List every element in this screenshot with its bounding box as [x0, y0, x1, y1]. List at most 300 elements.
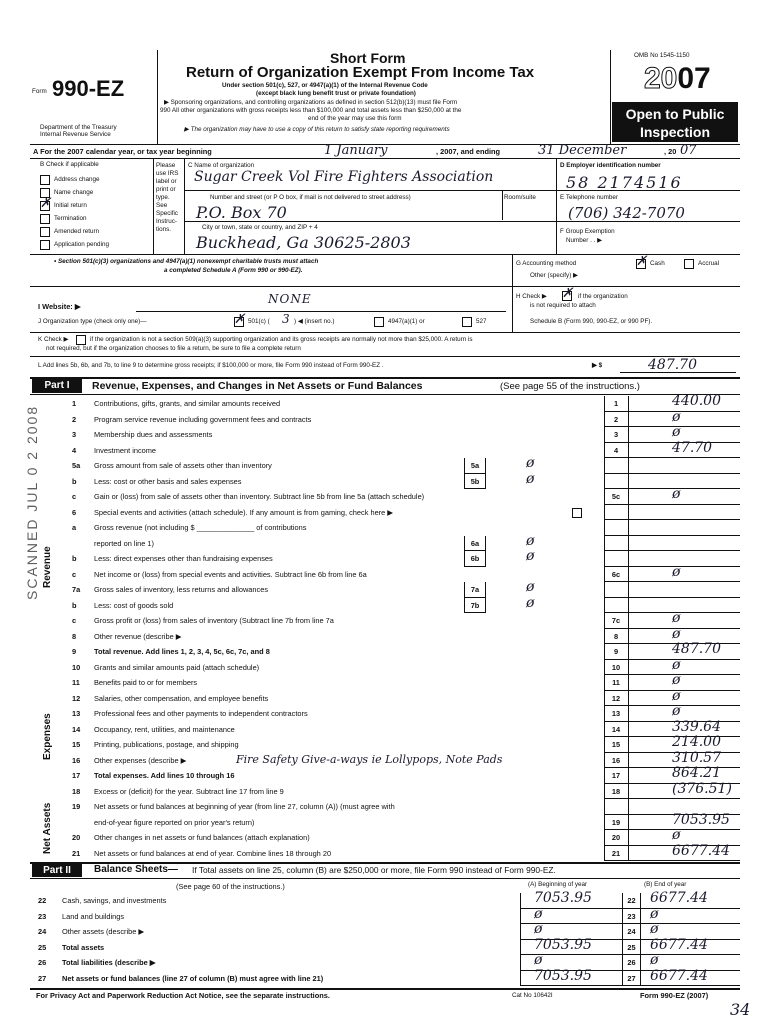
inner-amount-value[interactable]: ø: [526, 594, 535, 611]
part1-line: [0, 842, 770, 862]
amount-value[interactable]: ø: [672, 563, 681, 580]
schedule-b-check-mark: ✗: [562, 286, 573, 301]
line-box-label: 21: [611, 848, 621, 858]
inner-line-box: 7b: [464, 598, 486, 614]
part1-line: [0, 439, 770, 459]
line-number: 26: [38, 958, 47, 967]
section-b-title: B Check if applicable: [40, 161, 99, 168]
org-name-label: C Name of organization: [188, 162, 255, 169]
schedule-b-text-2: is not required to attach: [530, 302, 596, 309]
amount-cell[interactable]: [628, 675, 740, 691]
amount-value[interactable]: 7053.95: [672, 811, 730, 828]
line-box-cell: [604, 520, 628, 536]
subtitle-2: (except black lung benefit trust or private foundation): [256, 90, 416, 97]
inner-amount-value[interactable]: ø: [526, 470, 535, 487]
col-a-header: (A) Beginning of year: [528, 881, 588, 888]
line-description: Total expenses. Add lines 10 through 16: [94, 771, 235, 780]
line-description: Other expenses (describe ▶: [94, 755, 187, 765]
amount-cell[interactable]: [628, 489, 740, 505]
amount-cell[interactable]: [628, 520, 740, 536]
line-description: Excess or (deficit) for the year. Subtract line 17 from line 9: [94, 786, 284, 796]
amount-cell[interactable]: [628, 613, 740, 629]
line-number: 1: [72, 399, 77, 408]
line-description: Gross revenue (not including $ ______________ of contributions: [94, 523, 307, 532]
amount-value[interactable]: ø: [672, 625, 681, 642]
tax-year-outline: 20: [644, 62, 678, 95]
line-number: 3: [72, 430, 77, 439]
phone-value[interactable]: (706) 342-7070: [568, 204, 685, 222]
address-change-checkbox[interactable]: [40, 175, 50, 185]
line-box-label: 12: [611, 693, 621, 703]
page-number-handwritten: 34: [730, 1000, 751, 1019]
line-box-label: 10: [611, 662, 621, 672]
501c-number[interactable]: 3: [282, 312, 290, 326]
termination-checkbox[interactable]: [40, 214, 50, 224]
amount-cell[interactable]: [628, 551, 740, 567]
amount-value[interactable]: ø: [672, 656, 681, 673]
side-label-net-assets: Net Assets: [42, 802, 53, 854]
gross-receipts-arrow: ▶ $: [592, 362, 603, 369]
line-number: 8: [72, 631, 77, 641]
part1-line: [0, 765, 770, 784]
part1-line: [0, 687, 770, 707]
group-exemption-label: F Group Exemption: [560, 228, 615, 235]
gross-receipts-label: L Add lines 5b, 6b, and 7b, to line 9 to determine gross receipts; if $100,000 or more, file Form 990 instead of Form 990-EZ .: [38, 362, 384, 369]
part1-line: [0, 780, 770, 800]
line-description: Gain or (loss) from sale of assets other than inventory. Subtract line 5b from line 5a (attach schedule): [94, 492, 425, 501]
section-a-mid: , 2007, and ending: [436, 147, 501, 156]
schedule-b-check-label: H Check ▶: [516, 293, 547, 300]
beginning-of-year-value[interactable]: 7053.95: [534, 890, 592, 906]
line-number: 10: [72, 662, 81, 672]
initial-return-check-mark: ✗: [40, 196, 51, 211]
line-number: 7a: [72, 585, 81, 594]
amount-cell[interactable]: [628, 505, 740, 521]
line-description: Grants and similar amounts paid (attach schedule): [94, 662, 260, 672]
line-box-label: 27: [622, 971, 640, 987]
line-description: Less: cost or other basis and sales expenses: [94, 476, 242, 486]
city-value[interactable]: Buckhead, Ga 30625-2803: [196, 233, 411, 252]
k-check-text: if the organization is not a section 509(a)(3) supporting organization and its gross receipts are normally not more than $25,000. A return is: [90, 336, 473, 343]
line-description: Less: direct expenses other than fundraising expenses: [94, 554, 273, 563]
gross-receipts-value[interactable]: 487.70: [648, 357, 697, 373]
line-description: Net income or (loss) from special events and activities. Subtract line 6b from line 6a: [94, 569, 367, 579]
line-description: Gross amount from sale of assets other than inventory: [94, 461, 272, 470]
form-word: Form: [32, 88, 47, 95]
end-of-year-value[interactable]: ø: [650, 952, 659, 968]
line-number: b: [72, 476, 77, 486]
part1-line: [0, 641, 770, 660]
inner-line-box: 7a: [464, 582, 486, 598]
line-box-label: 13: [611, 709, 621, 718]
part1-line: [0, 799, 770, 815]
line-box-label: 25: [622, 940, 640, 956]
line-number: b: [72, 600, 77, 610]
line-number: b: [72, 554, 77, 563]
line-description: Printing, publications, postage, and shipping: [94, 740, 239, 749]
part1-title: Revenue, Expenses, and Changes in Net Assets or Fund Balances: [92, 380, 423, 392]
section-a-end-year: , 20: [664, 147, 677, 156]
beginning-of-year-value[interactable]: ø: [534, 905, 543, 922]
line-number: 22: [38, 896, 47, 905]
line-number: 20: [72, 833, 81, 842]
line-box-cell: [604, 505, 628, 521]
line-number: 16: [72, 755, 81, 765]
line-box-cell: [604, 551, 628, 567]
inner-amount-value[interactable]: ø: [526, 579, 535, 595]
line-box-label: 14: [611, 724, 621, 734]
part1-line: [0, 594, 770, 614]
end-of-year-value[interactable]: ø: [650, 921, 659, 937]
schedule-b-text-1: if the organization: [578, 293, 628, 300]
amount-value[interactable]: 487.70: [672, 641, 721, 657]
line-box-cell: [604, 458, 628, 474]
amount-cell[interactable]: [628, 660, 740, 676]
accounting-method-label: G Accounting method: [516, 260, 577, 267]
line-number: c: [72, 569, 77, 579]
part1-line: [0, 579, 770, 598]
subtitle-1: Under section 501(c), 527, or 4947(a)(1) of the Internal Revenue Code: [222, 82, 428, 89]
initial-return-label: Initial return: [54, 202, 87, 209]
line-box-label: 1: [613, 399, 619, 408]
line-number: 6: [72, 507, 77, 517]
part2-title: Balance Sheets—: [94, 864, 178, 875]
501c-check-mark: ✗: [234, 312, 245, 327]
line-description: Other revenue (describe ▶: [94, 631, 182, 641]
line-box-label: 6c: [611, 569, 621, 579]
dept-irs: Internal Revenue Service: [40, 131, 111, 138]
amount-value[interactable]: ø: [672, 486, 681, 502]
balance-sheet-row: [0, 967, 770, 987]
4947-label: 4947(a)(1) or: [388, 318, 425, 325]
termination-label: Termination: [54, 215, 87, 222]
line-description: Less: cost of goods sold: [94, 600, 174, 610]
part1-line: [0, 811, 770, 831]
line-description: Gross profit or (loss) from sales of inventory (Subtract line 7b from line 7a: [94, 616, 334, 625]
k-check-text-2: not required, but if the organization chooses to file a return, be sure to file a complete return: [46, 345, 301, 352]
line-box-label: 2: [613, 414, 619, 424]
line-box-cell: [604, 582, 628, 598]
dept-treasury: Department of the Treasury: [40, 124, 117, 131]
subtitle-3: ▶ Sponsoring organizations, and controlling organizations as defined in section 512(b)(13) must file Form: [164, 99, 458, 106]
title-short-form: Short Form: [330, 50, 406, 66]
line-box-label: 24: [622, 924, 640, 940]
subtitle-5: end of the year may use this form: [308, 115, 402, 122]
scanned-stamp: SCANNED JUL 0 2 2008: [24, 404, 40, 600]
website-label: I Website: ▶: [38, 302, 81, 311]
beginning-of-year-value[interactable]: 7053.95: [534, 936, 592, 953]
527-checkbox[interactable]: [462, 317, 472, 327]
line-box-label: 4: [613, 445, 619, 455]
line-box-label: 5c: [611, 492, 621, 501]
line-description: Benefits paid to or for members: [94, 678, 198, 687]
open-to-public-box: [612, 102, 738, 142]
line-description: Total revenue. Add lines 1, 2, 3, 4, 5c, 6c, 7c, and 8: [94, 647, 270, 656]
side-label-revenue: Revenue: [42, 546, 53, 588]
line-description: Salaries, other compensation, and employee benefits: [94, 693, 269, 703]
line-box-cell: [604, 799, 628, 815]
line-number: 27: [38, 973, 47, 983]
ein-value[interactable]: 58 2174516: [566, 173, 683, 192]
amount-cell[interactable]: [628, 412, 740, 428]
amount-value[interactable]: ø: [672, 672, 681, 688]
line-description: Net assets or fund balances at end of year. Combine lines 18 through 20: [94, 848, 332, 858]
line-description: Cash, savings, and investments: [62, 896, 167, 905]
line-description: Program service revenue including government fees and contracts: [94, 414, 312, 424]
line-box-cell: [604, 536, 628, 552]
amount-value[interactable]: (376.51): [672, 780, 732, 797]
line-box-label: 26: [622, 955, 640, 971]
inner-amount-value[interactable]: ø: [526, 532, 535, 549]
please-col-line: type.: [156, 194, 170, 201]
amended-return-label: Amended return: [54, 228, 100, 235]
cash-label: Cash: [650, 260, 665, 267]
city-label: City or town, state or country, and ZIP + 4: [202, 224, 318, 231]
street-value[interactable]: P.O. Box 70: [196, 203, 287, 222]
amount-value[interactable]: 47.70: [672, 439, 713, 456]
line16-description[interactable]: Fire Safety Give-a-ways ie Lollypops, Note Pads: [236, 753, 503, 766]
line-box-label: 15: [611, 740, 621, 749]
initial-return-checkbox[interactable]: [40, 196, 51, 211]
part1-line: [0, 563, 770, 583]
line-description: Other changes in net assets or fund balances (attach explanation): [94, 833, 310, 842]
line-box-label: 19: [611, 817, 621, 827]
part2-see-instructions: (See page 60 of the instructions.): [176, 882, 285, 891]
line-number: 2: [72, 414, 77, 424]
room-suite-label: Room/suite: [504, 194, 536, 201]
inner-line-box: 6a: [464, 536, 486, 552]
part1-line: [0, 455, 770, 474]
part1-line: [0, 703, 770, 722]
amount-value[interactable]: ø: [672, 424, 681, 440]
amended-return-checkbox[interactable]: [40, 227, 50, 237]
line-description: reported on line 1): [94, 538, 154, 548]
part1-line: [0, 486, 770, 505]
line-description: Land and buildings: [62, 911, 125, 921]
inner-line-box: 5b: [464, 474, 486, 490]
application-pending-checkbox[interactable]: [40, 240, 50, 250]
amount-value[interactable]: ø: [672, 827, 681, 843]
omb-number: OMB No 1545-1150: [634, 52, 690, 59]
part2-tag: Part II: [32, 864, 82, 877]
line-number: c: [72, 492, 77, 501]
line-box-label: 20: [611, 833, 621, 842]
line-box-label: 17: [611, 771, 621, 780]
line-number: 12: [72, 693, 81, 703]
tax-year-end[interactable]: 31 December: [538, 143, 627, 158]
ein-label: D Employer identification number: [560, 162, 661, 169]
line-number: 14: [72, 724, 81, 734]
catalog-number: Cat No 10642I: [512, 992, 553, 999]
amount-value[interactable]: 339.64: [672, 718, 721, 735]
part1-line: [0, 505, 770, 521]
application-pending-label: Application pending: [54, 241, 109, 248]
4947-checkbox[interactable]: [374, 317, 384, 327]
line-number: 18: [72, 786, 81, 796]
line-description: Gross sales of inventory, less returns and allowances: [94, 585, 269, 594]
line-box-label: 18: [611, 786, 621, 796]
title-main: Return of Organization Exempt From Income Tax: [186, 64, 535, 81]
line-description: Occupancy, rent, utilities, and maintenance: [94, 724, 235, 734]
line-description: Other assets (describe ▶: [62, 927, 145, 936]
amount-cell[interactable]: [628, 582, 740, 598]
amount-cell[interactable]: [628, 458, 740, 474]
please-col-line: use IRS: [156, 170, 179, 177]
section-501-note-1: • Section 501(c)(3) organizations and 4947(a)(1) nonexempt charitable trusts must attach: [54, 258, 319, 265]
line-number: c: [72, 616, 77, 625]
inner-line-box: 5a: [464, 458, 486, 474]
please-col-line: print or: [156, 186, 176, 193]
line-number: 23: [38, 911, 47, 921]
amount-value[interactable]: 214.00: [672, 734, 721, 750]
part1-line: [0, 520, 770, 536]
amount-value[interactable]: ø: [672, 703, 681, 719]
line-box-label: 3: [613, 430, 619, 439]
amount-cell[interactable]: [628, 691, 740, 707]
beginning-of-year-value[interactable]: ø: [534, 921, 543, 937]
amount-value[interactable]: 864.21: [672, 765, 721, 781]
section-501-note-2: a completed Schedule A (Form 990 or 990-EZ).: [164, 267, 303, 274]
part1-line: [0, 718, 770, 738]
tax-year: [644, 62, 711, 96]
cash-checkbox[interactable]: [636, 254, 647, 269]
subtitle-6: ▶ The organization may have to use a copy of this return to satisfy state reporting requirements: [184, 126, 450, 133]
amount-cell[interactable]: [628, 536, 740, 552]
org-type-label: J Organization type (check only one)—: [38, 318, 147, 325]
line-description: end-of-year figure reported on prior year's return): [94, 817, 255, 827]
please-col-line: label or: [156, 178, 177, 185]
part1-line: [0, 408, 770, 428]
accrual-label: Accrual: [698, 260, 719, 267]
footer-form-label: Form 990-EZ (2007): [640, 991, 709, 1000]
beginning-of-year-value[interactable]: ø: [534, 952, 543, 968]
part1-title-tail: (See page 55 of the instructions.): [500, 381, 640, 392]
website-value[interactable]: NONE: [268, 292, 312, 306]
schedule-b-checkbox[interactable]: [562, 286, 573, 301]
part1-line: [0, 656, 770, 676]
527-label: 527: [476, 318, 487, 325]
line-number: 17: [72, 771, 81, 780]
line-number: 24: [38, 927, 47, 936]
part1-line: [0, 827, 770, 846]
form-number: 990-EZ: [52, 76, 125, 101]
amount-cell[interactable]: [628, 567, 740, 583]
part1-tag: Part I: [32, 379, 82, 393]
line-description: Contributions, gifts, grants, and similar amounts received: [94, 399, 281, 408]
part1-line: [0, 532, 770, 552]
501c-label: 501(c) (: [248, 318, 270, 325]
end-of-year-value[interactable]: 6677.44: [650, 967, 708, 984]
privacy-notice: For Privacy Act and Paperwork Reduction Act Notice, see the separate instructions.: [36, 991, 330, 1000]
section-a-label: A For the 2007 calendar year, or tax year beginning: [33, 147, 212, 156]
part1-line: [0, 625, 770, 645]
accounting-other-label: Other (specify) ▶: [530, 272, 578, 279]
line-box-label: 8: [613, 631, 619, 641]
part2-title-tail: If Total assets on line 25, column (B) are $250,000 or more, file Form 990 instead of Form 990-EZ.: [192, 865, 556, 875]
amount-value[interactable]: 310.57: [672, 749, 721, 766]
amount-cell[interactable]: [628, 474, 740, 490]
org-name-value[interactable]: Sugar Creek Vol Fire Fighters Association: [194, 169, 494, 185]
line-number: 15: [72, 740, 81, 749]
line-number: 9: [72, 647, 77, 656]
line-number: 13: [72, 709, 81, 718]
line-number: 21: [72, 848, 81, 858]
501c-checkbox[interactable]: [234, 312, 245, 327]
beginning-of-year-value[interactable]: 7053.95: [534, 967, 592, 984]
name-change-label: Name change: [54, 189, 94, 196]
501c-insert-label: ) ◀ (insert no.): [294, 318, 335, 325]
please-col-line: Specific: [156, 210, 179, 217]
cash-check-mark: ✗: [636, 254, 647, 269]
line-box-label: 22: [622, 893, 640, 909]
line-description: Net assets or fund balances at beginning of year (from line 27, column (A)) (must agree with: [94, 802, 395, 811]
address-change-label: Address change: [54, 176, 100, 183]
end-of-year-value[interactable]: 6677.44: [650, 890, 708, 906]
tax-year-begin[interactable]: 1 January: [324, 143, 388, 158]
phone-label: E Telephone number: [560, 194, 618, 201]
end-of-year-value[interactable]: 6677.44: [650, 936, 708, 953]
open-to-public-line1: Open to Public: [625, 106, 725, 122]
schedule-b-text-3: Schedule B (Form 990, 990-EZ, or 990 PF).: [530, 318, 653, 325]
side-label-expenses: Expenses: [42, 713, 53, 760]
k-checkbox[interactable]: [76, 335, 86, 345]
line-description: Total liabilities (describe ▶: [62, 958, 156, 967]
line-box-label: 23: [622, 909, 640, 925]
part1-line: [0, 734, 770, 753]
line-box-cell: [604, 598, 628, 614]
inner-amount-value[interactable]: ø: [526, 455, 535, 471]
part1-line: [0, 393, 770, 412]
accrual-checkbox[interactable]: [684, 259, 694, 269]
col-b-header: (B) End of year: [644, 881, 687, 888]
line-number: 11: [72, 678, 80, 687]
group-exemption-number: Number . . ▶: [566, 237, 602, 244]
tax-year-bold: 07: [677, 62, 711, 95]
please-print-column: [156, 162, 178, 234]
inner-amount-value[interactable]: ø: [526, 548, 535, 564]
part1-line: [0, 672, 770, 691]
tax-year-end-yy[interactable]: 07: [680, 143, 697, 158]
subtitle-4: 990 All other organizations with gross receipts less than $100,000 and total assets less than $250,000 at the: [160, 107, 462, 114]
please-col-line: Instruc-: [156, 218, 177, 225]
line-box-label: 7c: [611, 616, 621, 625]
amount-cell[interactable]: [628, 598, 740, 614]
line-description: Membership dues and assessments: [94, 430, 213, 439]
amount-value[interactable]: ø: [672, 408, 681, 425]
amount-value[interactable]: 440.00: [672, 393, 721, 409]
part1-line: [0, 470, 770, 490]
please-col-line: tions.: [156, 226, 172, 233]
part1-line: [0, 424, 770, 443]
please-col-line: Please: [156, 162, 176, 169]
k-check-label: K Check ▶: [38, 336, 69, 343]
gaming-checkbox[interactable]: [572, 508, 582, 518]
line-box-cell: [604, 474, 628, 490]
open-to-public-line2: Inspection: [639, 124, 710, 140]
line-number: 25: [38, 942, 47, 952]
amount-value[interactable]: ø: [672, 610, 681, 626]
end-of-year-value[interactable]: ø: [650, 905, 659, 922]
amount-value[interactable]: 6677.44: [672, 842, 730, 859]
please-col-line: See: [156, 202, 168, 209]
line-box-label: 11: [612, 678, 620, 687]
line-description: Net assets or fund balances (line 27 of column (B) must agree with line 21): [62, 973, 324, 983]
line-description: Investment income: [94, 445, 157, 455]
line-box-label: 9: [613, 647, 619, 656]
line-number: 5a: [72, 461, 81, 470]
part1-line: [0, 610, 770, 629]
amount-value[interactable]: ø: [672, 687, 681, 704]
